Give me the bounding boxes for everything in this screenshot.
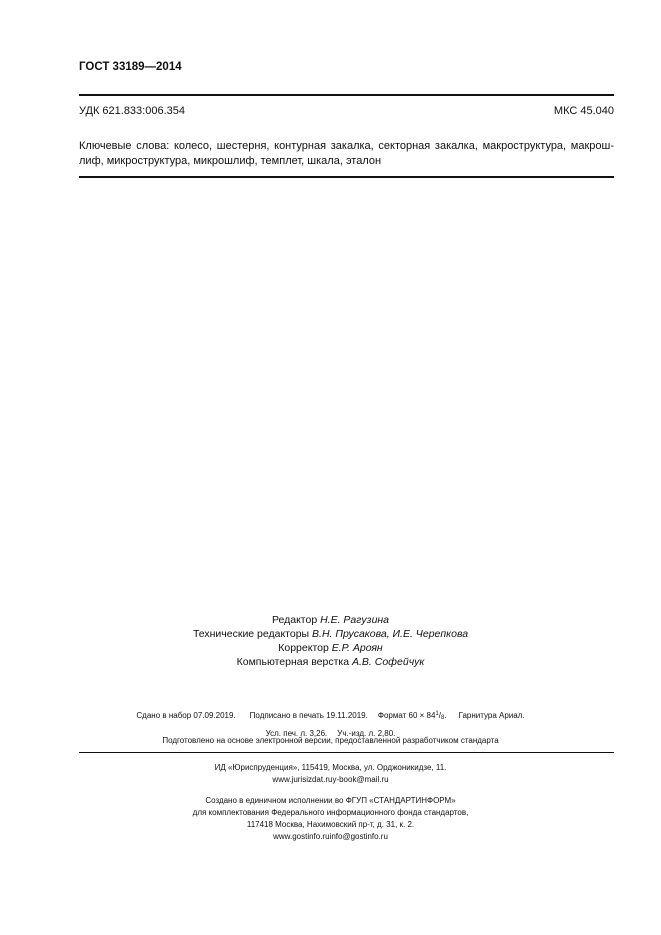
keywords-block [79, 139, 614, 168]
publisher-id: ИД «Юриспруденция», 115419, Москва, ул. Орджоникидзе, 11. [214, 763, 447, 772]
corrector-name: Е.Р. Ароян [331, 642, 383, 654]
editor-line: Редактор Н.Е. Рагузина [271, 614, 390, 626]
created-line-1: Создано в единичном исполнении во ФГУП «СТАНДАРТИНФОРМ» [205, 796, 456, 805]
standard-number: ГОСТ 33189—2014 [79, 61, 182, 73]
standartinform-contacts: www.gostinfo.ruinfo@gostinfo.ru [273, 832, 388, 841]
mks-code: МКС 45.040 [553, 105, 614, 117]
editor-name: Н.Е. Рагузина [320, 614, 390, 626]
keywords-line-1: Ключевые слова: колесо, шестерня, контурная закалка, секторная закалка, макроструктура, макрош- [79, 140, 614, 152]
publication-row-1: Сдано в набор 07.09.2019. Подписано в печать 19.11.2019. Формат $60 \times 84^1/_8$. Гарнитура Ариал. [136, 711, 525, 721]
layout-line: Компьютерная верстка А.В. Софейчук [236, 656, 425, 668]
layout-name: А.В. Софейчук [351, 656, 425, 668]
created-block [0, 795, 661, 819]
standartinform-block [0, 819, 661, 843]
header-divider [79, 94, 614, 96]
created-line-2: для комплектования Федерального информационного фонда стандартов, [192, 808, 469, 817]
publisher-block [0, 762, 661, 786]
udk-code: УДК 621.833:006.354 [79, 105, 185, 117]
corrector-line: Корректор Е.Р. Ароян [278, 642, 383, 654]
keywords-divider [79, 176, 614, 178]
credits-block [0, 613, 661, 669]
standartinform-address: 117418 Москва, Нахимовский пр-т, д. 31, к. 2. [246, 820, 415, 829]
prepared-note: Подготовлено на основе электронной версии, предоставленной разработчиком стандарта [162, 736, 499, 745]
footer-divider [79, 752, 614, 753]
publication-row-2: Усл. печ. л. 3,26. Уч.-изд. л. 2,80. [265, 729, 396, 738]
tech-editors-names: В.Н. Прусакова, И.Е. Черепкова [312, 628, 469, 640]
publisher-contacts: www.jurisizdat.ruy-book@mail.ru [272, 775, 389, 784]
tech-editors-line: Технические редакторы В.Н. Прусакова, И.Е. Черепкова [192, 628, 469, 640]
keywords-line-2: лиф, микроструктура, микрошлиф, темплет, шкала, эталон [79, 154, 382, 167]
